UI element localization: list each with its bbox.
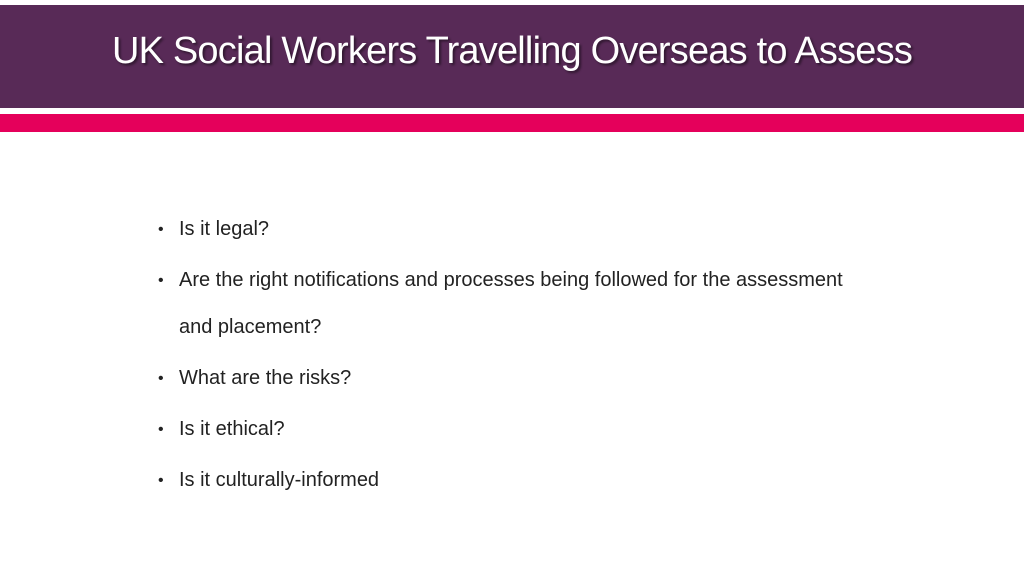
bullet-list <box>158 206 878 508</box>
bullet-text: Is it legal? <box>179 218 270 240</box>
slide-title: UK Social Workers Travelling Overseas to Assess <box>111 30 913 72</box>
bullet-item <box>158 406 878 453</box>
bullet-text: Is it culturally-informed <box>179 469 380 491</box>
bullet-icon: • <box>158 272 164 289</box>
accent-bar <box>0 114 1024 132</box>
bullet-icon: • <box>158 370 164 387</box>
bullet-item <box>158 457 878 504</box>
bullet-text: Are the right notifications and processes being followed for the assessment and placement? <box>179 269 843 338</box>
title-bar <box>0 5 1024 108</box>
bullet-item <box>158 355 878 402</box>
bullet-item <box>158 206 878 253</box>
bullet-item <box>158 257 878 351</box>
bullet-icon: • <box>158 221 164 238</box>
bullet-icon: • <box>158 472 164 489</box>
bullet-text: Is it ethical? <box>179 418 285 440</box>
bullet-icon: • <box>158 421 164 438</box>
bullet-text: What are the risks? <box>179 367 352 389</box>
